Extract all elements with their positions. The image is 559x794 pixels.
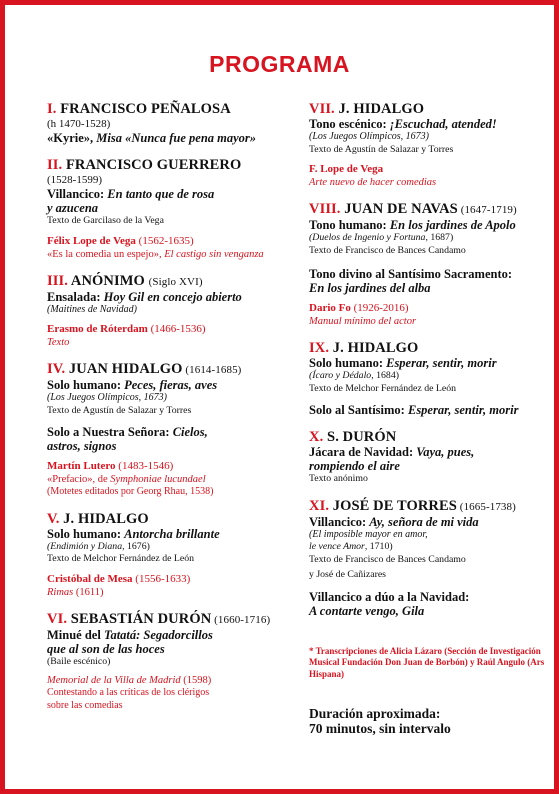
work-part: que al son de las hoces — [47, 641, 165, 656]
work2-title — [309, 403, 549, 417]
section-heading — [309, 340, 549, 356]
work-part: En los jardines del alba — [309, 281, 431, 295]
reading-author — [47, 459, 297, 473]
reading-part: «Prefacio», de — [47, 474, 111, 485]
work-part: Vaya, pues, — [416, 445, 475, 459]
section-heading — [47, 157, 297, 173]
composer-name: S. DURÓN — [327, 429, 397, 445]
source-part: (Ícaro y Dédalo — [309, 370, 372, 381]
work-part: rompiendo el aire — [309, 459, 400, 473]
section-number: IV. — [47, 361, 66, 377]
section-8 — [309, 201, 549, 328]
composer-name: FRANCISCO GUERRERO — [65, 157, 242, 173]
work-title — [47, 628, 297, 642]
work2-title: Tono divino al Santísimo Sacramento: — [309, 267, 513, 281]
composer-dates: (h 1470-1528) — [47, 118, 111, 130]
duration-value: 70 minutos, sin intervalo — [309, 721, 451, 736]
section-7 — [309, 101, 549, 189]
reading-author — [309, 301, 549, 315]
composer-dates: (1665-1738) — [456, 500, 516, 513]
work-title-cont — [47, 642, 297, 656]
composer-name: J. HIDALGO — [332, 340, 419, 356]
section-heading — [47, 273, 297, 290]
work-part: Peces, fieras, aves — [124, 378, 218, 392]
section-heading — [47, 361, 297, 378]
work2-title: Villancico a dúo a la Navidad: — [309, 589, 470, 604]
composer-name: J. HIDALGO — [63, 510, 149, 527]
composer-name: FRANCISCO PEÑALOSA — [60, 101, 231, 117]
reading-work — [47, 473, 297, 486]
work-source-cont — [309, 541, 549, 554]
source-part: , 1687) — [425, 232, 454, 243]
work2-title-cont — [47, 439, 297, 453]
work-title — [309, 515, 549, 529]
reading-work — [47, 586, 297, 599]
work-source: (El imposible mayor en amor, — [309, 528, 428, 540]
text-author: Texto de Francisco de Bances Candamo — [309, 244, 466, 256]
section-10 — [309, 429, 549, 486]
section-4 — [47, 361, 297, 499]
reading-name: Martín Lutero — [47, 460, 116, 472]
reading-part: Symphoniae lucundael — [110, 474, 206, 485]
work-source — [309, 232, 549, 245]
composer-dates: (1660-1716) — [211, 613, 271, 626]
work-label: Solo al Santísimo: — [309, 403, 408, 417]
source-part: , 1684) — [371, 370, 399, 381]
work-title — [47, 378, 297, 392]
source-part: , 1710) — [364, 541, 393, 552]
work-source — [309, 370, 549, 383]
work-title-cont — [47, 201, 297, 215]
section-1 — [47, 101, 297, 145]
section-number: VIII. — [309, 201, 341, 217]
reading-note: (Motetes editados por Georg Rhau, 1538) — [47, 486, 214, 497]
work-title — [47, 290, 297, 304]
section-5 — [47, 511, 297, 599]
work-label: Villancico: — [47, 187, 108, 201]
composer-name: SEBASTIÁN DURÓN — [70, 610, 212, 627]
section-number: X. — [309, 429, 324, 445]
right-column — [309, 101, 549, 736]
section-heading — [309, 429, 549, 445]
reading-name: Félix Lope de Vega — [47, 234, 136, 247]
source-part: (Endimión y Diana — [47, 540, 123, 552]
work-part: y azucena — [47, 201, 99, 215]
section-number: I. — [47, 101, 57, 117]
section-11 — [309, 498, 549, 618]
work-part: Esperar, sentir, morir — [407, 403, 519, 417]
source-part: , 1676) — [122, 540, 150, 552]
reading-part: El castigo sin venganza — [164, 248, 264, 260]
work2-title-cont — [309, 281, 549, 295]
reading-author — [47, 322, 297, 336]
section-3 — [47, 273, 297, 350]
reading-note: Contestando a las críticas de los clérigos — [47, 687, 210, 698]
reading-work: Arte nuevo de hacer comedias — [309, 177, 437, 188]
work-title — [309, 445, 549, 459]
section-6 — [47, 611, 297, 713]
composer-dates: (1647-1719) — [457, 204, 517, 216]
reading-part: (1611) — [73, 586, 104, 598]
work-part: Misa «Nunca fue pena mayor» — [96, 131, 257, 145]
program-page — [5, 5, 554, 789]
duration — [309, 706, 549, 736]
composer-name: J. HIDALGO — [338, 101, 425, 117]
text-author: Texto de Melchor Fernández de León — [47, 553, 195, 564]
work-part: Tatatá: Segadorcillos — [103, 627, 213, 642]
composer-name: JOSÉ DE TORRES — [332, 497, 457, 514]
work-source: (Los Juegos Olímpicos, 1673) — [309, 131, 429, 142]
reading-part: Memorial de la Villa de Madrid — [47, 675, 181, 686]
section-heading — [47, 511, 297, 527]
work2-title-cont — [309, 604, 549, 618]
source-part: le vence Amor — [309, 541, 365, 552]
text-author: Texto de Agustín de Salazar y Torres — [47, 404, 192, 416]
reading-dates: (1466-1536) — [147, 323, 206, 335]
reading-author — [47, 572, 297, 586]
text-author: Texto anónimo — [309, 473, 368, 484]
text-author: Texto de Francisco de Bances Candamo — [309, 553, 466, 565]
section-heading — [47, 101, 297, 117]
century: (Siglo XVI) — [148, 275, 203, 288]
work-label: Ensalada: — [47, 289, 104, 304]
section-number: XI. — [309, 497, 330, 514]
work-title-cont — [309, 459, 549, 473]
reading-part: «Es la comedia un espejo», — [47, 248, 165, 260]
reading-part: Rimas — [47, 586, 74, 598]
transcription-note: * Transcripciones de Alicia Lázaro (Sección de Investigación Musical Fundación Don Juan de Borbón) y Raúl Angulo (Ars Hispana) — [309, 645, 545, 679]
work-title — [47, 527, 297, 541]
reading-work — [47, 248, 297, 261]
composer-name: JUAN DE NAVAS — [344, 201, 458, 217]
work-title — [309, 356, 549, 370]
section-9 — [309, 340, 549, 417]
section-number: III. — [47, 272, 68, 289]
composer-dates: (1614-1685) — [182, 364, 242, 376]
work-label: Solo humano: — [309, 356, 387, 370]
work-title — [309, 218, 549, 232]
work-part: En los jardines de Apolo — [389, 218, 516, 232]
duration-label: Duración aproximada: — [309, 706, 441, 721]
text-author: Texto de Garcilaso de la Vega — [47, 215, 164, 226]
work-label: Minué del — [47, 627, 104, 642]
reading-note: sobre las comedias — [47, 699, 123, 711]
work-label: Villancico: — [309, 514, 370, 529]
work-label: Solo humano: — [47, 378, 125, 392]
work-title — [47, 187, 297, 201]
work-label: Jácara de Navidad: — [309, 445, 417, 459]
work-part: En tanto que de rosa — [107, 187, 215, 201]
text-author: Texto de Melchor Fernández de León — [309, 382, 457, 394]
reading-work — [47, 674, 297, 687]
reading-dates: (1556-1633) — [132, 572, 191, 585]
work-title — [309, 117, 549, 131]
reading-author — [47, 234, 297, 248]
section-number: IX. — [309, 340, 330, 356]
reading-dates: (1562-1635) — [135, 234, 194, 247]
composer-dates: (1528-1599) — [47, 174, 102, 186]
work-source: (Los Juegos Olímpicos, 1673) — [47, 392, 167, 403]
work-part: Antorcha brillante — [124, 526, 220, 541]
page-title: PROGRAMA — [209, 51, 350, 77]
left-column — [47, 101, 297, 722]
reading-dates: (1926-2016) — [350, 302, 409, 314]
composer-name: ANÓNIMO — [70, 272, 145, 289]
work-part: ¡Escuchad, atended! — [389, 117, 497, 131]
work-note: (Baile escénico) — [47, 655, 111, 667]
work-part: Cielos, — [172, 425, 208, 439]
work-label: Tono humano: — [309, 218, 390, 232]
work-label: Solo a Nuestra Señora: — [47, 425, 173, 439]
reading-work: Manual mínimo del actor — [309, 316, 417, 327]
work-label: Tono escénico: — [309, 117, 390, 131]
reading-part: (1598) — [180, 675, 212, 686]
reading-author: F. Lope de Vega — [309, 163, 384, 175]
work-part: A contarte vengo, Gila — [309, 603, 425, 618]
section-heading — [309, 101, 549, 117]
work-part: «Kyrie», — [47, 131, 97, 145]
reading-name: Erasmo de Róterdam — [47, 323, 148, 335]
reading-dates: (1483-1546) — [115, 460, 174, 472]
section-number: VI. — [47, 610, 68, 627]
work-label: Solo humano: — [47, 526, 125, 541]
reading-name: Cristóbal de Mesa — [47, 572, 133, 585]
section-number: V. — [47, 510, 60, 527]
work-source — [47, 541, 297, 554]
section-2 — [47, 157, 297, 261]
work-part: astros, signos — [47, 439, 117, 453]
section-number: VII. — [309, 101, 335, 117]
work2-title — [47, 425, 297, 439]
section-heading — [309, 498, 549, 515]
work-source: (Maitines de Navidad) — [47, 303, 137, 315]
work-part: Esperar, sentir, morir — [386, 356, 497, 370]
source-part: (Duelos de Ingenio y Fortuna — [309, 232, 426, 243]
work-part: Ay, señora de mi vida — [369, 514, 479, 529]
reading-work: Texto — [47, 337, 70, 348]
text-author-cont: y José de Cañizares — [309, 569, 386, 580]
section-heading — [47, 611, 297, 628]
work-part: Hoy Gil en concejo abierto — [103, 289, 242, 304]
work-title — [47, 131, 297, 145]
section-number: II. — [47, 157, 63, 173]
text-author: Texto de Agustín de Salazar y Torres — [309, 143, 454, 155]
section-heading — [309, 201, 549, 218]
reading-name: Dario Fo — [309, 302, 351, 314]
composer-name: JUAN HIDALGO — [68, 361, 183, 377]
